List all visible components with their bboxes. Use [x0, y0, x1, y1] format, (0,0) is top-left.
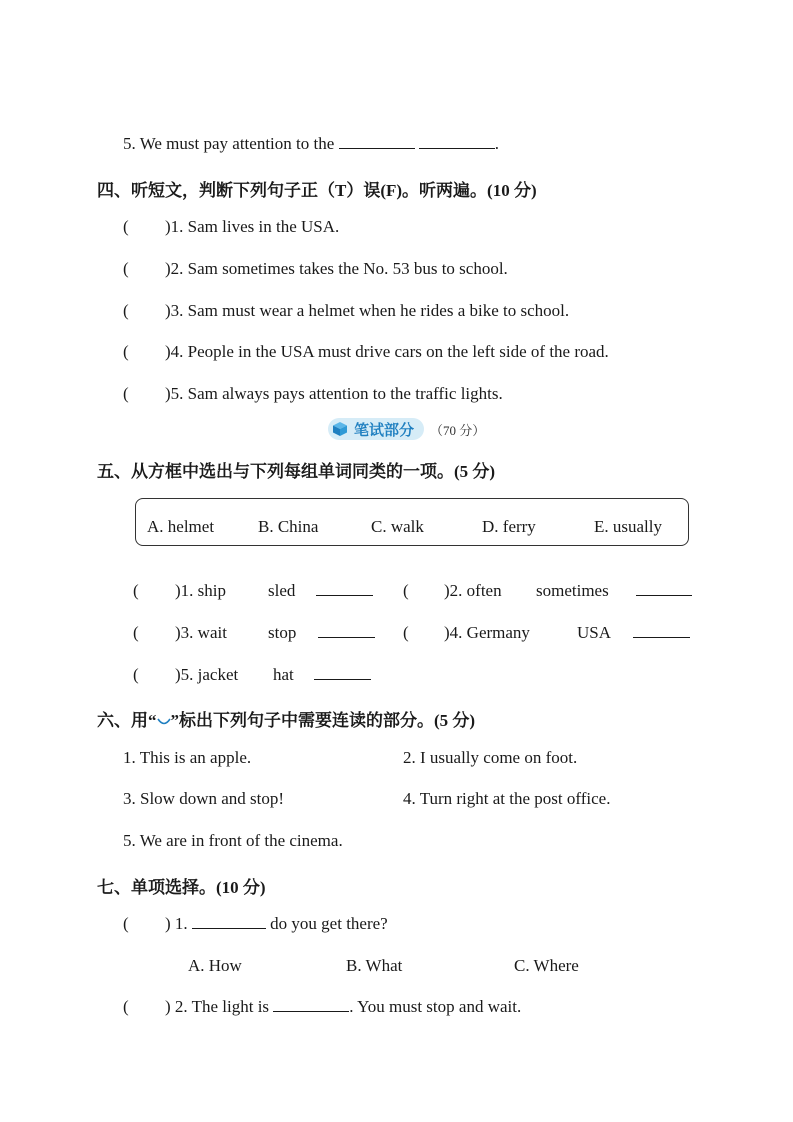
- tf-item: ( )1. Sam lives in the USA.: [123, 217, 340, 236]
- answer-blank[interactable]: [636, 581, 692, 596]
- sentence-item: 3. Slow down and stop!: [123, 789, 285, 808]
- box-option: B. China: [258, 517, 319, 536]
- answer-blank[interactable]: [318, 623, 375, 638]
- word-group-number: )2. often: [444, 581, 502, 600]
- section-7-heading: 七、单项选择。(10 分): [97, 878, 266, 897]
- cube-icon: [332, 421, 348, 437]
- answer-blank[interactable]: [419, 134, 495, 149]
- answer-paren[interactable]: (: [123, 259, 129, 278]
- answer-paren[interactable]: (: [133, 623, 139, 642]
- answer-paren[interactable]: (: [123, 997, 129, 1016]
- sentence-item: 5. We are in front of the cinema.: [123, 831, 343, 850]
- section-6-heading: 六、用“ ”标出下列句子中需要连读的部分。(5 分): [97, 711, 476, 730]
- mc-question: ( ) 1. do you get there?: [123, 914, 388, 933]
- sentence-item: 4. Turn right at the post office.: [403, 789, 611, 808]
- mc-option[interactable]: B. What: [346, 956, 403, 975]
- answer-blank[interactable]: [314, 665, 371, 680]
- sentence-item: 1. This is an apple.: [123, 748, 252, 767]
- answer-paren[interactable]: (: [403, 581, 409, 600]
- box-option: D. ferry: [482, 517, 536, 536]
- tf-item: ( )3. Sam must wear a helmet when he rides a bike to school.: [123, 301, 570, 320]
- tf-item: ( )4. People in the USA must drive cars on the left side of the road.: [123, 342, 609, 361]
- word-group-word: stop: [268, 623, 297, 642]
- answer-paren[interactable]: (: [123, 342, 129, 361]
- answer-paren[interactable]: (: [123, 914, 129, 933]
- answer-blank[interactable]: [192, 914, 266, 929]
- section-5-heading: 五、从方框中选出与下列每组单词同类的一项。(5 分): [97, 462, 496, 481]
- mc-option[interactable]: A. How: [188, 956, 242, 975]
- word-group-word: USA: [577, 623, 612, 642]
- answer-paren[interactable]: (: [403, 623, 409, 642]
- mc-question: ( ) 2. The light is . You must stop and wait.: [123, 997, 522, 1016]
- linking-mark-icon: [157, 717, 171, 727]
- answer-blank[interactable]: [633, 623, 690, 638]
- prev-question: 5. We must pay attention to the .: [123, 134, 500, 153]
- written-part-banner: [328, 418, 485, 440]
- answer-blank[interactable]: [339, 134, 415, 149]
- box-option: E. usually: [594, 517, 662, 536]
- answer-paren[interactable]: (: [123, 384, 129, 403]
- banner-score: （70 分）: [430, 422, 486, 438]
- answer-blank[interactable]: [273, 997, 349, 1012]
- box-option: C. walk: [371, 517, 424, 536]
- answer-paren[interactable]: (: [123, 217, 129, 236]
- word-group-number: )5. jacket: [175, 665, 239, 684]
- tf-item: ( )5. Sam always pays attention to the traffic lights.: [123, 384, 503, 403]
- word-group-word: hat: [273, 665, 294, 684]
- section-4-heading: 四、听短文，判断下列句子正（T）误(F)。听两遍。(10 分): [97, 181, 537, 200]
- word-group-word: sometimes: [536, 581, 609, 600]
- word-group-number: )3. wait: [175, 623, 227, 642]
- word-group-number: )4. Germany: [444, 623, 530, 642]
- answer-paren[interactable]: (: [123, 301, 129, 320]
- word-group-word: sled: [268, 581, 296, 600]
- mc-option[interactable]: C. Where: [514, 956, 579, 975]
- tf-item: ( )2. Sam sometimes takes the No. 53 bus to school.: [123, 259, 508, 278]
- banner-pill: [328, 418, 424, 440]
- banner-title: 笔试部分: [354, 420, 415, 439]
- answer-blank[interactable]: [316, 581, 373, 596]
- answer-paren[interactable]: (: [133, 581, 139, 600]
- word-group-number: )1. ship: [175, 581, 226, 600]
- box-option: A. helmet: [147, 517, 215, 536]
- sentence-item: 2. I usually come on foot.: [403, 748, 578, 767]
- answer-paren[interactable]: (: [133, 665, 139, 684]
